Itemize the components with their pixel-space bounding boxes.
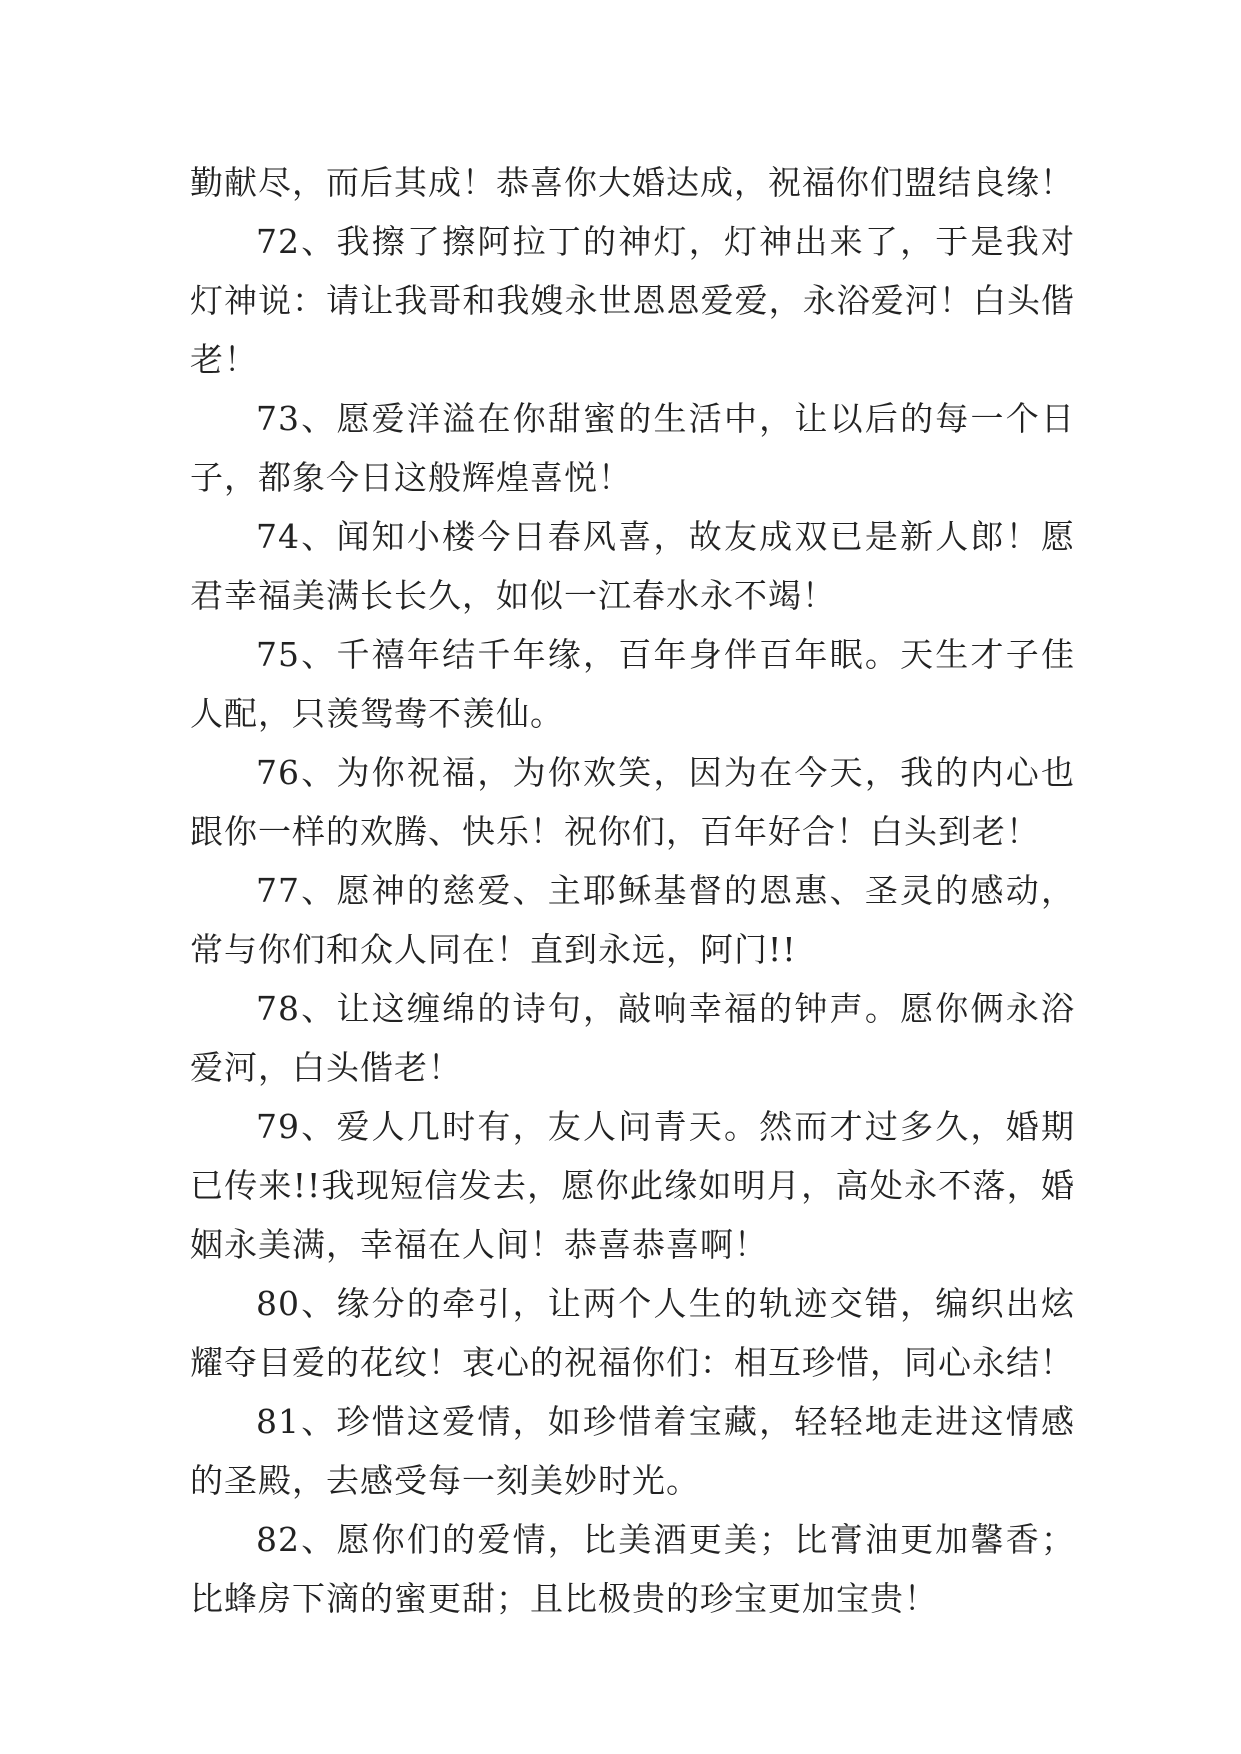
- paragraph: 82、愿你们的爱情，比美酒更美；比膏油更加馨香；比蜂房下滴的蜜更甜；且比极贵的珍宝更加宝贵！: [190, 1520, 1075, 1618]
- paragraph: 79、爱人几时有，友人问青天。然而才过多久，婚期已传来!!我现短信发去，愿你此缘如明月，高处永不落，婚姻永美满，幸福在人间！恭喜恭喜啊！: [190, 1107, 1075, 1264]
- paragraph: 80、缘分的牵引，让两个人生的轨迹交错，编织出炫耀夺目爱的花纹！衷心的祝福你们：相互珍惜，同心永结！: [190, 1284, 1075, 1382]
- paragraph: 勤献尽，而后其成！恭喜你大婚达成，祝福你们盟结良缘！: [190, 163, 1074, 202]
- document-body: [190, 153, 1075, 1628]
- paragraph: 75、千禧年结千年缘，百年身伴百年眠。天生才子佳人配，只羡鸳鸯不羡仙。: [190, 635, 1075, 733]
- paragraph: 76、为你祝福，为你欢笑，因为在今天，我的内心也跟你一样的欢腾、快乐！祝你们，百年好合！白头到老！: [190, 753, 1075, 851]
- paragraph: 74、闻知小楼今日春风喜，故友成双已是新人郎！愿君幸福美满长长久，如似一江春水永不竭！: [190, 517, 1075, 615]
- paragraph: 77、愿神的慈爱、主耶稣基督的恩惠、圣灵的感动，常与你们和众人同在！直到永远，阿门!!: [190, 871, 1075, 969]
- paragraph: 72、我擦了擦阿拉丁的神灯，灯神出来了，于是我对灯神说：请让我哥和我嫂永世恩恩爱爱，永浴爱河！白头偕老！: [190, 222, 1075, 379]
- paragraph: 78、让这缠绵的诗句，敲响幸福的钟声。愿你俩永浴爱河，白头偕老！: [190, 989, 1075, 1087]
- paragraph: 81、珍惜这爱情，如珍惜着宝藏，轻轻地走进这情感的圣殿，去感受每一刻美妙时光。: [190, 1402, 1075, 1500]
- paragraph: 73、愿爱洋溢在你甜蜜的生活中，让以后的每一个日子，都象今日这般辉煌喜悦！: [190, 399, 1075, 497]
